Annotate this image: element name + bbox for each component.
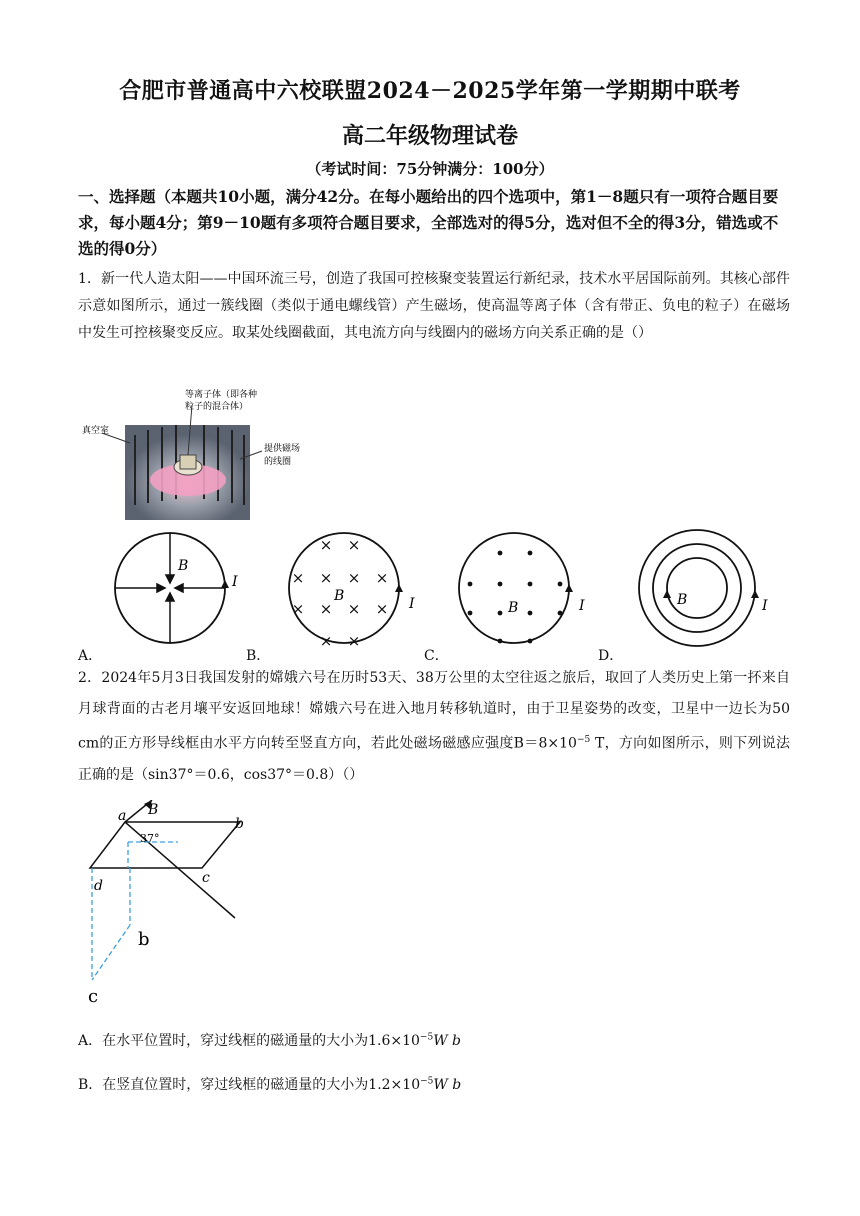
q2-option-a-text: A．在水平位置时，穿过线框的磁通量的大小为1.6×10 [78, 1033, 420, 1049]
plasma-label-2: 粒子的混合体） [185, 402, 249, 412]
current-label-i: I [579, 598, 585, 614]
vertex-a-label: a [118, 808, 127, 824]
option-b-label: B． [246, 648, 271, 664]
current-arrow-icon [751, 590, 759, 598]
angle-label: 37° [140, 832, 160, 845]
current-arrow-icon [221, 580, 229, 588]
svg-text:×: × [291, 569, 305, 587]
unit: W b [433, 1033, 462, 1049]
question-2-text-part2: T，方向如图所示，则下列说法正确的是（sin37°＝0.6，cos37°＝0.8）（） [78, 735, 790, 783]
coil-label: 提供磁场 [264, 444, 301, 454]
section-heading: 一、选择题（本题共10小题，满分42分。在每小题给出的四个选项中，第1－8题只有一项符合题目要求，每小题4分；第9－10题有多项符合题目要求，全部选对的得5分，选对但不全的得3分，错选或不选的得0分） [78, 187, 779, 258]
svg-text:×: × [347, 600, 361, 618]
question-2-text [78, 663, 790, 791]
current-label-i: I [409, 596, 415, 612]
question-1-text: 1．新一代人造太阳——中国环流三号，创造了我国可控核聚变装置运行新纪录，技术水平居国际前列。其核心部件示意如图所示，通过一簇线圈（类似于通电螺线管）产生磁场，使高温等离子体（含有带正、负电的粒子）在磁场中发生可控核聚变反应。取某处线圈截面，其电流方向与线圈内的磁场方向关系正确的是（） [78, 271, 790, 341]
svg-text:×: × [291, 600, 305, 618]
field-label-b: B [334, 588, 345, 604]
vertex-c-label: c [202, 870, 210, 886]
diagram-d [630, 528, 780, 648]
current-arrow-icon [395, 584, 403, 592]
svg-text:×: × [347, 569, 361, 587]
exponent: −5 [420, 1076, 434, 1087]
question-2-text-part1: 2．2024年5月3日我国发射的嫦娥六号在历时53天、38万公里的太空往返之旅后，取回了人类历史上第一抔来自月球背面的古老月壤平安返回地球！嫦娥六号在进入地月转移轨道时，由于卫星姿势的改变，卫星中一边长为50 cm的正方形导线框由水平方向转至竖直方向，若此处磁场磁感应强度B＝8×10 [78, 670, 790, 752]
exponent: −5 [419, 1032, 434, 1043]
current-label-i: I [232, 574, 238, 590]
current-label-i: I [762, 598, 768, 614]
vertex-d-label: d [94, 878, 103, 894]
svg-text:×: × [319, 569, 333, 587]
exam-title: 合肥市普通高中六校联盟2024－2025学年第一学期期中联考 [119, 78, 741, 104]
field-label-b: B [677, 592, 688, 608]
fusion-device-photo [80, 385, 320, 525]
frame-figure [80, 800, 250, 1005]
diagram-c [452, 528, 602, 648]
svg-text:×: × [319, 632, 333, 648]
exam-info: （考试时间：75分钟满分：100分） [306, 160, 554, 178]
option-a-label: A． [78, 648, 103, 664]
option-c-label: C． [424, 648, 449, 664]
exam-subtitle: 高二年级物理试卷 [341, 123, 518, 149]
vertex-c-bottom-label: c [88, 986, 99, 1005]
svg-text:×: × [375, 600, 389, 618]
coil-label-2: 的线圈 [264, 457, 292, 467]
q2-option-a [78, 1030, 461, 1050]
field-label-b: B [508, 600, 519, 616]
vertex-b-label: b [235, 816, 244, 832]
plasma-label: 等离子体（即各种 [185, 390, 258, 400]
svg-text:×: × [319, 536, 333, 554]
svg-text:×: × [375, 569, 389, 587]
vertex-b-bottom-label: b [138, 929, 150, 950]
svg-text:×: × [319, 600, 333, 618]
current-arrow-icon [565, 584, 573, 592]
exponent: −5 [576, 735, 591, 745]
svg-text:×: × [347, 632, 361, 648]
diagram-a [105, 528, 255, 648]
svg-text:×: × [347, 536, 361, 554]
vacuum-label: 真空室 [82, 426, 110, 436]
q2-option-b [78, 1074, 461, 1094]
field-label-b: B [178, 558, 189, 574]
field-arrow-icon [663, 590, 671, 598]
option-d-label: D． [598, 648, 624, 664]
diagram-b [282, 528, 432, 648]
q2-option-b-text: B．在竖直位置时，穿过线框的磁通量的大小为1.2×10 [78, 1077, 421, 1093]
unit: W b [433, 1077, 462, 1093]
field-b-label: B [148, 802, 159, 818]
